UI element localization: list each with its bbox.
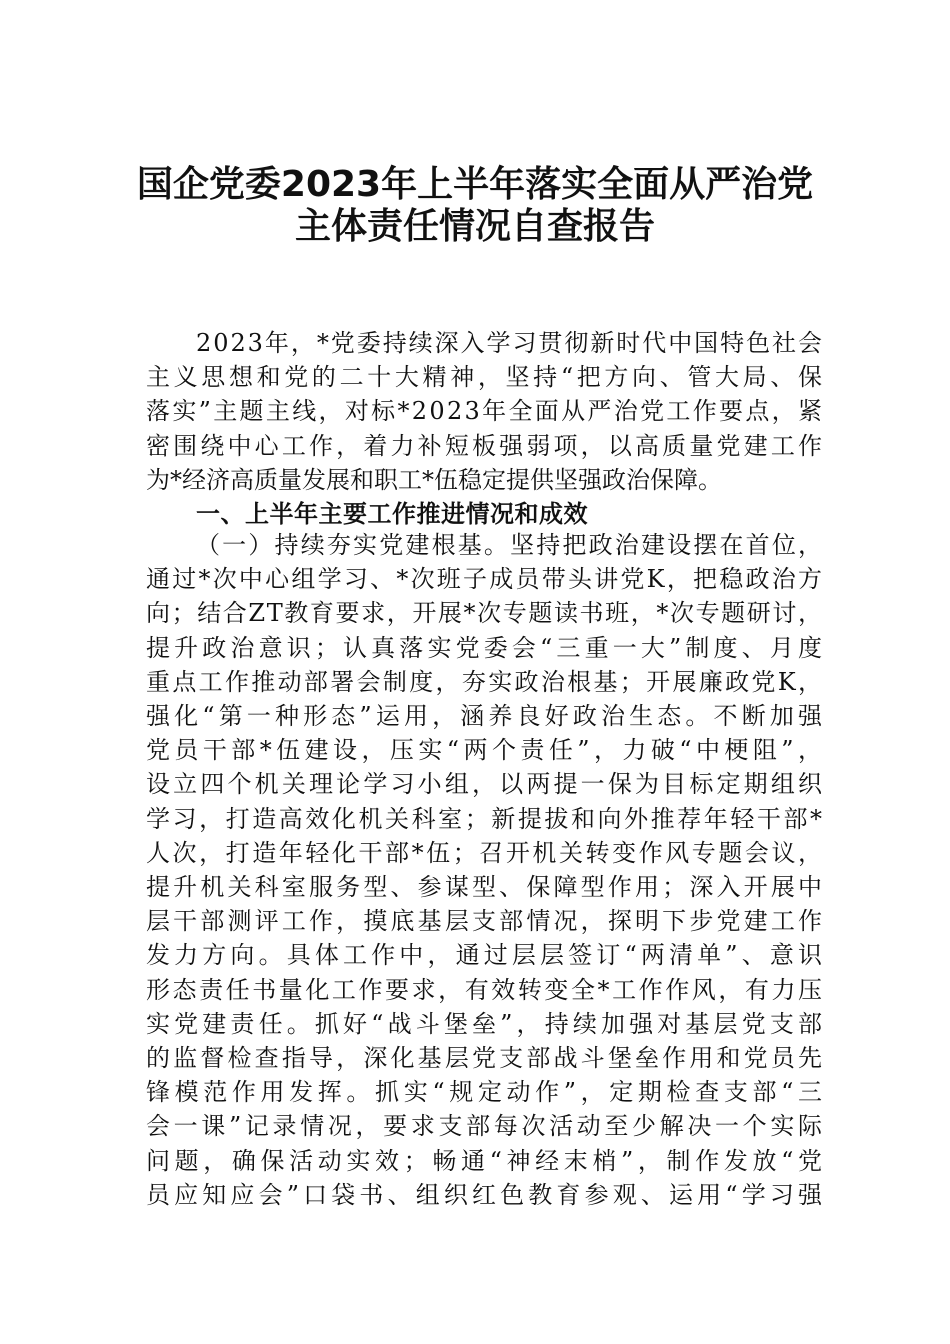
paragraph-line: 2023年，*党委持续深入学习贯彻新时代中国特色社会 xyxy=(196,329,824,357)
paragraph-line: 层干部测评工作，摸底基层支部情况，探明下步党建工作 xyxy=(146,907,826,936)
document-title-line-1: 国企党委2023年上半年落实全面从严治党 xyxy=(136,164,814,205)
section-heading: 一、上半年主要工作推进情况和成效 xyxy=(196,500,588,528)
paragraph-line: 密围绕中心工作，着力补短板强弱项，以高质量党建工作 xyxy=(146,431,826,460)
paragraph-line: 党员干部*伍建设，压实“两个责任”，力破“中梗阻”， xyxy=(146,736,827,765)
paragraph-line: （一）持续夯实党建根基。坚持把政治建设摆在首位， xyxy=(196,531,825,559)
paragraph-line: 锋模范作用发挥。抓实“规定动作”，定期检查支部“三 xyxy=(146,1078,827,1107)
paragraph-line: 会一课”记录情况，要求支部每次活动至少解决一个实际 xyxy=(146,1112,826,1141)
paragraph-line: 向；结合ZT教育要求，开展*次专题读书班，*次专题研讨， xyxy=(146,599,824,628)
paragraph-line: 为*经济高质量发展和职工*伍稳定提供坚强政治保障。 xyxy=(146,465,722,494)
paragraph-line: 形态责任书量化工作要求，有效转变全*工作作风，有力压 xyxy=(146,975,825,1004)
paragraph-line: 提升机关科室服务型、参谋型、保障型作用；深入开展中 xyxy=(146,873,826,901)
paragraph-line: 人次，打造年轻化干部*伍；召开机关转变作风专题会议， xyxy=(146,838,825,867)
paragraph-line: 提升政治意识；认真落实党委会“三重一大”制度、月度 xyxy=(146,633,827,662)
paragraph-line: 学习，打造高效化机关科室；新提拔和向外推荐年轻干部* xyxy=(146,804,825,833)
paragraph-line: 实党建责任。抓好“战斗堡垒”，持续加强对基层党支部 xyxy=(146,1009,827,1038)
paragraph-line: 重点工作推动部署会制度，夯实政治根基；开展廉政党K， xyxy=(146,667,825,696)
paragraph-line: 发力方向。具体工作中，通过层层签订“两清单”、意识 xyxy=(146,941,827,970)
paragraph-line: 的监督检查指导，深化基层党支部战斗堡垒作用和党员先 xyxy=(146,1044,826,1072)
document-title-line-2: 主体责任情况自查报告 xyxy=(294,206,655,247)
paragraph-line: 通过*次中心组学习、*次班子成员带头讲党K，把稳政治方 xyxy=(146,565,825,594)
paragraph-line: 设立四个机关理论学习小组，以两提一保为目标定期组织 xyxy=(146,770,826,799)
paragraph-line: 问题，确保活动实效；畅通“神经末梢”，制作发放“党 xyxy=(146,1146,827,1175)
paragraph-line: 主义思想和党的二十大精神，坚持“把方向、管大局、保 xyxy=(146,363,826,392)
paragraph-line: 员应知应会”口袋书、组织红色教育参观、运用“学习强 xyxy=(146,1180,827,1209)
paragraph-line: 落实”主题主线，对标*2023年全面从严治党工作要点，紧 xyxy=(146,397,825,426)
paragraph-line: 强化“第一种形态”运用，涵养良好政治生态。不断加强 xyxy=(146,702,827,730)
